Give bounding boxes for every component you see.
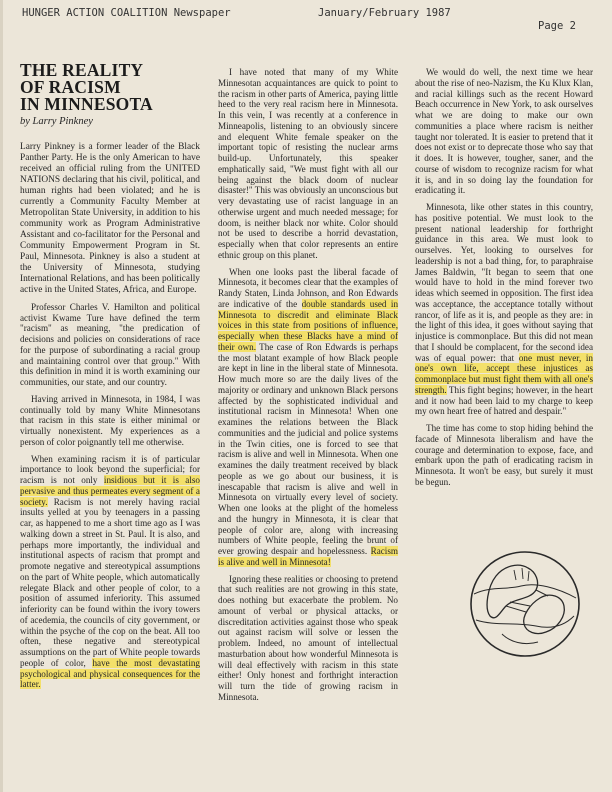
highlighted-text: Racism is alive and well in Minnesota! <box>218 546 398 567</box>
page-number: Page 2 <box>538 20 576 32</box>
article-title <box>20 62 200 113</box>
author-bio: Larry Pinkney is a former leader of the Black Panther Party. He is the only American to have received an official ruling from the UNITED NATIONS declaring that his civil, political, and human rights had been violated; and he is currently a Community Faculty Member at Metropolitan State University, in addition to his community work as Program Administrative Assistant and co-facilitator for the Personal and Community Empowerment Program in St. Paul, Minnesota. Pinkney is also a student at the University of Minnesota, studying International Relations, and has been politically active in the United States, Africa, and Europe. <box>20 141 200 295</box>
issue-date: January/February 1987 <box>318 7 451 19</box>
text-run: Racism is not merely having racial insults yelled at you by teenagers in a passing car, as happened to me a short time ago as I was walking down a street in St. Paul. It is also, and perhaps more importantly, the individual and institutional aspects of racism that prompt and promote negative and stereotypical assumptions on the part of White people, which automatically relegate Black and other people of color, to a position of assumed inferiority. This assumed inferiority can be found within the ivory towers of acedemia, the councils of city government, or within the psyche of the cop on the beat. All too often, these negative and stereotypical assumptions on the part of White people towards people of color, <box>20 496 200 668</box>
page-edge <box>0 0 3 792</box>
column-3 <box>415 67 593 494</box>
text-run: When one looks past the liberal facade of Minnesota, it becomes clear that the examples of Randy Staten, Linda Johnson, and Ron Edwards are indicative of the <box>218 266 398 309</box>
highlighted-text: one must never, in one's own life, accept these injustices as commonplace but must fight them with all one's strength. <box>415 352 593 395</box>
text-run: Minnesota, like other states in this country, has positive potential. We must look to the present national leadership for forthright guidance in this area. We must look to ourselves. Yet, looking to ourselves for leadership is not a bad thing, for, to paraphraise James Baldwin, "It began to seem that one would have to hold in the mind forever two ideas which seemed in opposition. The first idea was acceptance, the acceptance totally without rancor, of life as it is, and people as they are: in the light of this idea, it goes without saying that injustice is commonplace. But this did not mean that I should be complacent, for the second idea was of equal power: that <box>415 202 593 363</box>
highlighted-text: double standards used in Minnesota to discredit and eliminate Black voices in this state from positions of influence, especially when these Blacks have a mind of their own. <box>218 298 399 352</box>
paragraph: I have noted that many of my White Minnesotan acquaintances are quick to point to the racism in other parts of America, paying little heed to the very real racism here in Minnesota. In this vein, I was recently at a conference in Minneapolis, listening to an obviously sincere and elequent White female speaker on the important topic of resisting the nuclear arms build-up. Unfortunately, this speaker emphatically said, "We must fight with all our being against the black doom of nuclear disaster!" This was obviously an unconscious but very devastating use of racist language in an otherwise urgent and much needed message; for doom, is neither black nor white. Color should not be used to describe a horrid devastation, especially when that color represents an entire ethnic group on this planet. <box>218 67 398 260</box>
paragraph <box>415 202 593 417</box>
highlighted-text: insidious but it is also pervasive and thus permeates every segment of a society. <box>20 475 200 507</box>
hands-globe-drawing-icon <box>466 546 584 662</box>
column-2 <box>218 67 398 709</box>
paragraph <box>218 267 398 568</box>
title-line-2: OF RACISM <box>20 77 121 97</box>
paragraph: Having arrived in Minnesota, in 1984, I was continually told by many White Minnesotans that racism in this state is either minimal or virtually nonexistent. My experiences as a person of color poignantly tell me otherwise. <box>20 393 200 447</box>
paragraph: Ignoring these realities or choosing to pretend that such realities are not growing in this state, does nothing but exacerbate the problem. No amount of verbal or physical attacks, or discreditation activities against those who speak out against racism will solve or lessen the problem. Indeed, no amount of intellectual masturbation about how wonderful Minnesota is will deal effectively with racism in this state either! Only honest and forthright interaction will turn the tide of growing racism in Minnesota. <box>218 573 398 702</box>
text-run: When examining racism it is of particular importance to look beyond the superficial; for racism is not only <box>20 453 200 485</box>
paragraph <box>20 454 200 691</box>
text-run: The case of Ron Edwards is perhaps the most blatant example of how Black people are kept in line in the liberal state of Minnesota. How much more so are the daily lives of the majority or ordinary and unknown Black persons affected by the sophisticated individual and institutional racism in Minnesota! When one examines the relations between the Black communities and the judicial and police systems in the Twin cities, one is forced to see that racism is alive and well in Minnesota. When one examines the daily treatment received by black people as we go about our business, it is inescapable that racism is alive and well in Minnesota on virtually every level of society. When one looks at the plight of the homeless and the hungry in Minnesota, it is clear that people of color are, along with increasing numbers of White people, feeling the brunt of ever growing despair and hopelessness. <box>218 341 398 556</box>
title-line-1: THE REALITY <box>20 60 144 80</box>
title-line-3: IN MINNESOTA <box>20 94 153 114</box>
paragraph: The time has come to stop hiding behind the facade of Minnesota liberalism and have the courage and determination to expose, face, and embark upon the path of eradicating racism in Minnesota. It won't be easy, but surely it must be begun. <box>415 423 593 487</box>
paragraph: Professor Charles V. Hamilton and political activist Kwame Ture have defined the term "racism" as meaning, "the predication of decisions and policies on considerations of race for the purpose of subordinating a racial group and maintaining control over that group." With this definition in mind it is worth examining our communities, our state, and our country. <box>20 301 200 387</box>
paragraph: We would do well, the next time we hear about the rise of neo-Nazism, the Ku Klux Klan, and racial killings such as the recent Howard Beach occurrence in New York, to ask ourselves what we are doing to make our own communities a place where racism is neither taught nor tolerated. It is easier to pretend that it does not exist or to deprecate those who say that it does. It is however, tougher, saner, and the course of wisdom to recognize racism for what it is, and in so doing lay the foundation for eradicating it. <box>415 67 593 196</box>
text-run: This fight begins; however, in the heart and it now had been laid to my charge to keep my own heart free of hatred and despair." <box>415 384 593 417</box>
column-1 <box>20 62 200 696</box>
byline: by Larry Pinkney <box>20 116 93 127</box>
publication-name: HUNGER ACTION COALITION Newspaper <box>22 7 231 19</box>
highlighted-text: have the most devastating psychological and physical consequences for the latter. <box>20 657 200 690</box>
